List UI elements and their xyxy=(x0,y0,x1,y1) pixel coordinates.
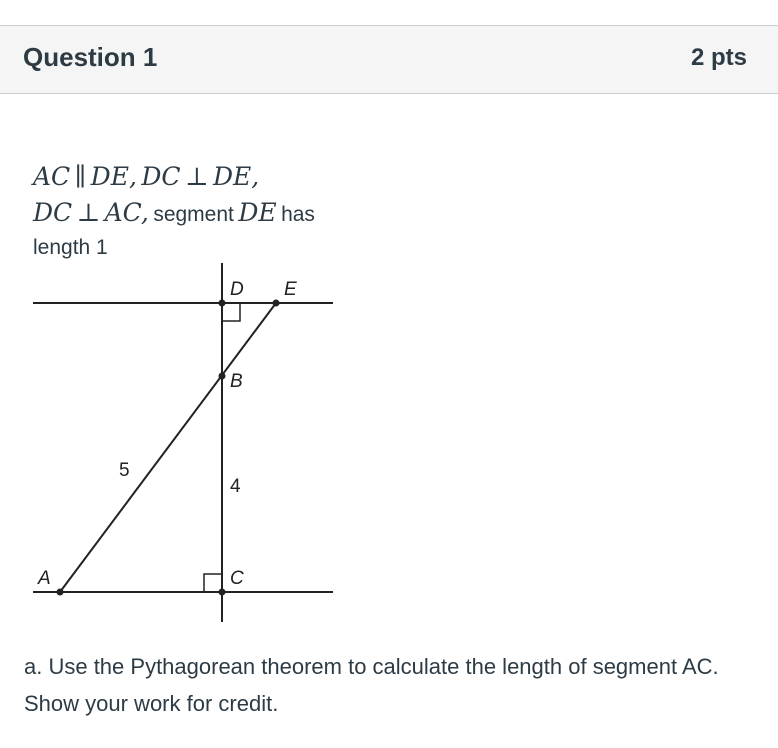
label-b: B xyxy=(230,371,243,392)
math-de-3: DE xyxy=(238,198,277,227)
right-angle-d xyxy=(222,303,240,321)
label-a: A xyxy=(38,568,51,589)
math-dc-2: DC xyxy=(33,198,73,227)
statement-line-3: length 1 xyxy=(33,236,108,259)
point-b xyxy=(219,373,226,380)
label-length-5: 5 xyxy=(119,460,130,481)
question-title: Question 1 xyxy=(23,42,158,72)
math-ac-2: AC, xyxy=(104,198,149,227)
word-has: has xyxy=(281,203,315,226)
point-d xyxy=(219,300,226,307)
math-ac: AC xyxy=(33,162,71,191)
question-prompt: a. Use the Pythagorean theorem to calculate the length of segment AC. Show your work for credit. xyxy=(24,654,719,716)
label-e: E xyxy=(284,279,297,300)
point-a xyxy=(57,589,64,596)
right-angle-c xyxy=(204,574,222,592)
point-e xyxy=(273,300,280,307)
math-parallel-symbol: ∥ xyxy=(74,162,87,191)
question-points: 2 pts xyxy=(690,44,747,71)
math-perp-symbol-2: ⊥ xyxy=(76,198,101,227)
label-d: D xyxy=(230,279,244,300)
point-c xyxy=(219,589,226,596)
word-segment: segment xyxy=(153,203,234,226)
segment-ae xyxy=(60,303,276,592)
math-de: DE, xyxy=(90,162,137,191)
math-de-2: DE, xyxy=(212,162,260,191)
math-perp-symbol: ⊥ xyxy=(185,162,209,191)
label-length-4: 4 xyxy=(230,476,241,497)
math-dc: DC xyxy=(141,162,181,191)
label-c: C xyxy=(230,568,244,589)
